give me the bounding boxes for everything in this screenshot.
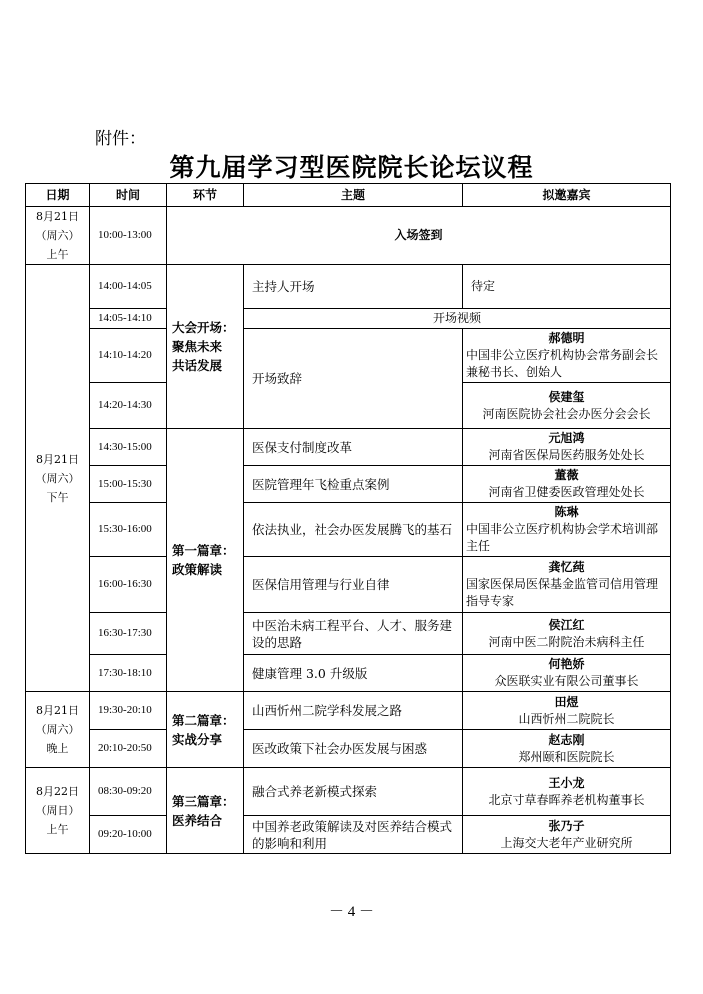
topic-cell: 山西忻州二院学科发展之路 [244, 692, 463, 730]
guest-title: 河南中医二附院治未病科主任 [488, 634, 645, 649]
guest-cell [463, 383, 671, 429]
time-cell: 16:30-17:30 [90, 613, 167, 655]
topic-cell: 开场视频 [244, 309, 671, 329]
guest-title: 中国非公立医疗机构协会学术培训部主任 [466, 522, 659, 553]
time-cell: 20:10-20:50 [90, 730, 167, 768]
guest-cell [463, 329, 671, 383]
guest-name: 龚忆莼 [548, 560, 585, 574]
topic-cell: 医院管理年飞检重点案例 [244, 466, 463, 503]
time-cell: 17:30-18:10 [90, 655, 167, 692]
topic-cell: 医保支付制度改革 [244, 429, 463, 466]
section-cell: 第一篇章： 政策解读 [167, 429, 244, 692]
guest-cell [463, 730, 671, 768]
guest-title: 河南医院协会社会办医分会会长 [482, 406, 651, 421]
page-number: － 4 － [328, 904, 374, 920]
time-cell: 10:00-13:00 [90, 207, 167, 265]
guest-title: 河南省医保局医药服务处处长 [488, 448, 645, 462]
guest-name: 王小龙 [548, 775, 585, 790]
registration-cell: 入场签到 [167, 207, 671, 265]
date-cell: 8月21日 （周六） 下午 [26, 265, 90, 692]
guest-name: 侯建玺 [548, 389, 585, 404]
guest-name: 陈琳 [554, 505, 579, 519]
guest-name: 田煜 [554, 694, 579, 709]
guest-cell [463, 692, 671, 730]
guest-name: 董薇 [554, 468, 579, 482]
guest-cell [463, 768, 671, 816]
date-cell: 8月21日 （周六） 晚上 [26, 692, 90, 768]
table-row [26, 329, 671, 383]
time-cell: 14:10-14:20 [90, 329, 167, 383]
guest-cell [463, 613, 671, 655]
topic-cell: 依法执业，社会办医发展腾飞的基石 [244, 503, 463, 557]
header-time: 时间 [90, 184, 167, 207]
page-title: 第九届学习型医院院长论坛议程 [169, 153, 534, 182]
topic-cell: 医保信用管理与行业自律 [244, 557, 463, 613]
time-cell: 14:30-15:00 [90, 429, 167, 466]
table-row [26, 466, 671, 503]
agenda-table [25, 183, 671, 854]
guest-title: 北京寸草春晖养老机构董事长 [488, 792, 645, 807]
topic-cell: 主持人开场 [244, 265, 463, 309]
time-cell: 14:00-14:05 [90, 265, 167, 309]
guest-name: 张乃子 [548, 818, 585, 833]
header-segment: 环节 [167, 184, 244, 207]
guest-title: 众医联实业有限公司董事长 [494, 674, 639, 688]
table-row [26, 816, 671, 854]
date-cell: 8月22日 （周日） 上午 [26, 768, 90, 854]
topic-cell: 中国养老政策解读及对医养结合模式的影响和利用 [244, 816, 463, 854]
time-cell: 08:30-09:20 [90, 768, 167, 816]
guest-name: 赵志刚 [548, 732, 585, 747]
section-cell: 第二篇章： 实战分享 [167, 692, 244, 768]
table-row [26, 429, 671, 466]
time-cell: 19:30-20:10 [90, 692, 167, 730]
time-cell: 15:00-15:30 [90, 466, 167, 503]
topic-cell: 中医治未病工程平台、人才、服务建设的思路 [244, 613, 463, 655]
guest-cell [463, 557, 671, 613]
guest-name: 侯江红 [548, 617, 585, 632]
guest-cell [463, 503, 671, 557]
table-row [26, 557, 671, 613]
topic-cell: 融合式养老新模式探索 [244, 768, 463, 816]
guest-cell [463, 655, 671, 692]
guest-title: 中国非公立医疗机构协会常务副会长兼秘书长、创始人 [466, 348, 659, 379]
header-guest: 拟邀嘉宾 [463, 184, 671, 207]
table-row [26, 692, 671, 730]
time-cell: 14:05-14:10 [90, 309, 167, 329]
topic-cell: 开场致辞 [244, 329, 463, 429]
guest-name: 元旭鸿 [548, 431, 585, 445]
guest-title: 山西忻州二院院长 [518, 711, 615, 726]
section-cell: 大会开场： 聚焦未来 共话发展 [167, 265, 244, 429]
guest-title: 郑州颐和医院院长 [518, 749, 615, 764]
guest-cell [463, 429, 671, 466]
table-row [26, 265, 671, 309]
time-cell: 16:00-16:30 [90, 557, 167, 613]
time-cell: 15:30-16:00 [90, 503, 167, 557]
topic-cell: 医改政策下社会办医发展与困惑 [244, 730, 463, 768]
section-cell: 第三篇章： 医养结合 [167, 768, 244, 854]
table-row [26, 613, 671, 655]
guest-name: 何艳娇 [548, 657, 585, 671]
time-cell: 09:20-10:00 [90, 816, 167, 854]
guest-cell: 待定 [463, 265, 671, 309]
guest-title: 上海交大老年产业研究所 [500, 835, 633, 850]
table-row [26, 730, 671, 768]
table-header-row [26, 184, 671, 207]
time-cell: 14:20-14:30 [90, 383, 167, 429]
header-date: 日期 [26, 184, 90, 207]
table-row [26, 768, 671, 816]
guest-name: 郝德明 [548, 331, 585, 345]
attachment-label: 附件： [95, 129, 146, 149]
table-row [26, 503, 671, 557]
topic-cell: 健康管理 3.0 升级版 [244, 655, 463, 692]
guest-cell [463, 466, 671, 503]
header-topic: 主题 [244, 184, 463, 207]
table-row [26, 207, 671, 265]
date-cell: 8月21日 （周六） 上午 [26, 207, 90, 265]
guest-title: 国家医保局医保基金监管司信用管理指导专家 [466, 577, 659, 608]
table-row [26, 309, 671, 329]
table-row [26, 655, 671, 692]
guest-title: 河南省卫健委医政管理处处长 [488, 485, 645, 499]
guest-cell [463, 816, 671, 854]
